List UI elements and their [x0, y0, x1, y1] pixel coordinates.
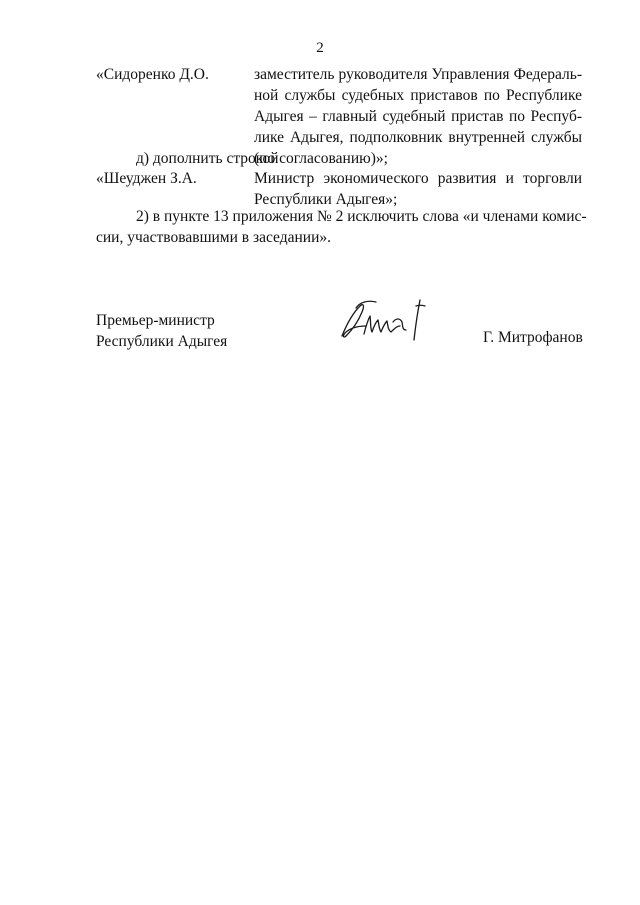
signatory-title-line: Премьер-министр: [96, 312, 215, 329]
description-line: лике Адыгея, подполковник внутренней службы: [254, 129, 582, 146]
entry-name: «Сидоренко Д.О.: [96, 66, 209, 83]
signer-name: Г. Митрофанов: [483, 329, 583, 346]
signatory-title-line: Республики Адыгея: [96, 333, 228, 350]
paragraph-d: д) дополнить строкой: [136, 150, 279, 167]
page-number: 2: [316, 40, 324, 56]
description-line: Министр экономического развития и торговли: [254, 170, 582, 187]
entry-sheudzhen: [96, 168, 582, 210]
signatory-title: [96, 310, 227, 352]
paragraph-line: 2) в пункте 13 приложения № 2 исключить слова «и членами комис-: [136, 208, 587, 225]
description-line: Адыгея – главный судебный пристав по Респуб-: [254, 108, 582, 125]
entry-description: [254, 168, 582, 210]
paragraph-line: сии, участвовавшими в заседании».: [96, 229, 331, 246]
paragraph-2: [96, 206, 587, 248]
entry-name: «Шеуджен З.А.: [96, 170, 197, 187]
description-line: (по согласованию)»;: [254, 150, 388, 167]
description-line: ной службы судебных приставов по Республике: [254, 87, 582, 104]
description-line: Республики Адыгея»;: [254, 191, 398, 208]
description-line: заместитель руководителя Управления Федераль-: [254, 66, 582, 83]
handwritten-signature: [336, 296, 436, 344]
entry-description: [254, 64, 582, 169]
